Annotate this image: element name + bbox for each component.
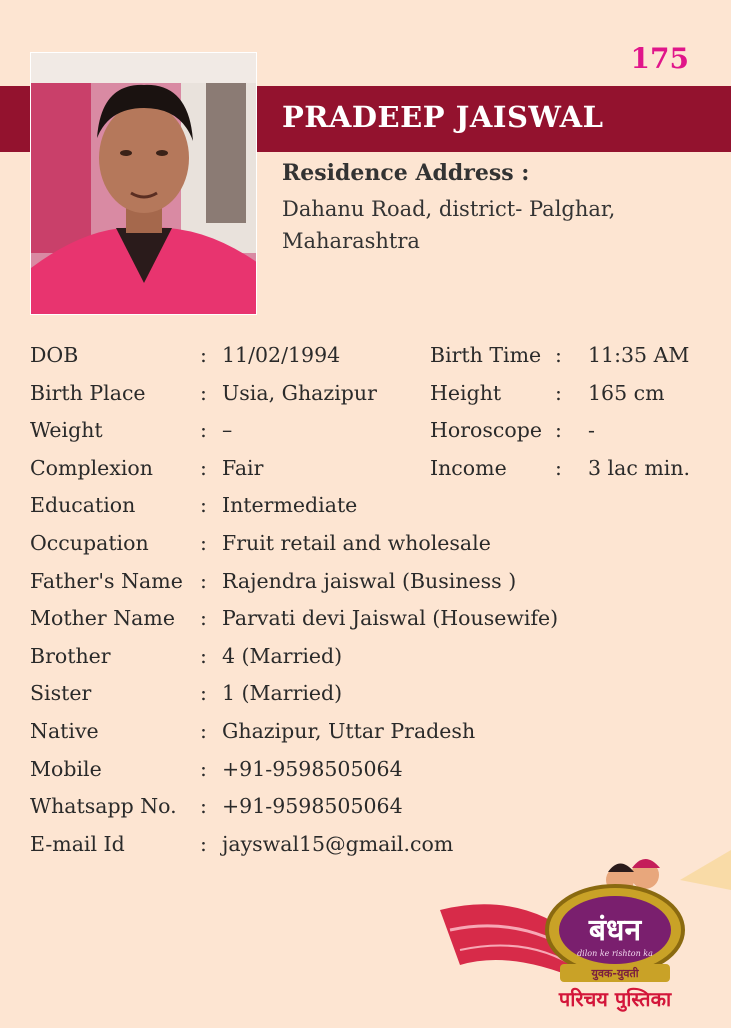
detail-row-sister bbox=[30, 678, 710, 716]
detail-label: E-mail Id bbox=[30, 831, 125, 856]
logo-tagline: dilon ke rishton ka bbox=[577, 949, 653, 958]
colon: : bbox=[200, 380, 207, 405]
detail-row-native bbox=[30, 716, 710, 754]
bandhan-logo-graphic bbox=[440, 850, 731, 1024]
detail-value: +91-9598505064 bbox=[222, 794, 403, 819]
detail-value: Fair bbox=[222, 455, 264, 480]
detail-label: Height bbox=[430, 380, 502, 405]
detail-value: +91-9598505064 bbox=[222, 756, 403, 781]
bandhan-logo bbox=[440, 850, 731, 1024]
colon: : bbox=[200, 568, 207, 593]
address-line-1: Dahanu Road, district- Palghar, bbox=[282, 197, 616, 221]
detail-label: Income bbox=[430, 455, 507, 480]
detail-value: Fruit retail and wholesale bbox=[222, 530, 491, 555]
detail-label: Brother bbox=[30, 643, 111, 668]
detail-value: Parvati devi Jaiswal (Housewife) bbox=[222, 606, 559, 631]
detail-row-whatsapp bbox=[30, 791, 710, 829]
address-text bbox=[282, 193, 702, 257]
colon: : bbox=[200, 530, 207, 555]
colon: : bbox=[200, 681, 207, 706]
detail-row-mother bbox=[30, 603, 710, 641]
detail-label: Horoscope bbox=[430, 418, 542, 443]
detail-row-birth-place bbox=[30, 378, 710, 416]
detail-value: Intermediate bbox=[222, 493, 358, 518]
detail-label: Whatsapp No. bbox=[30, 794, 177, 819]
detail-value: – bbox=[222, 418, 233, 443]
detail-label: Mother Name bbox=[30, 606, 175, 631]
detail-label: Education bbox=[30, 493, 136, 518]
address-line-2: Maharashtra bbox=[282, 229, 420, 253]
detail-label: Native bbox=[30, 718, 99, 743]
detail-label: Sister bbox=[30, 681, 92, 706]
colon: : bbox=[200, 643, 207, 668]
detail-row-complexion bbox=[30, 453, 710, 491]
detail-row-education bbox=[30, 490, 710, 528]
logo-subtitle-2: परिचय पुस्तिका bbox=[558, 987, 672, 1011]
logo-subtitle-1: युवक-युवती bbox=[591, 967, 639, 980]
detail-row-dob bbox=[30, 340, 710, 378]
detail-value: - bbox=[588, 418, 595, 443]
detail-value: 3 lac min. bbox=[588, 455, 691, 480]
person-photo-illustration bbox=[31, 53, 257, 315]
detail-label: Weight bbox=[30, 418, 103, 443]
detail-value: 1 (Married) bbox=[222, 681, 343, 706]
detail-label: DOB bbox=[30, 343, 79, 367]
detail-value: 165 cm bbox=[588, 380, 665, 405]
detail-value: Usia, Ghazipur bbox=[222, 380, 377, 405]
profile-photo bbox=[30, 52, 257, 315]
detail-value: Ghazipur, Uttar Pradesh bbox=[222, 718, 476, 743]
detail-value: 11:35 AM bbox=[588, 343, 690, 367]
detail-row-mobile bbox=[30, 754, 710, 792]
colon: : bbox=[200, 418, 207, 443]
colon: : bbox=[200, 343, 207, 367]
colon: : bbox=[200, 756, 207, 781]
details-table bbox=[30, 340, 710, 866]
colon: : bbox=[555, 343, 562, 367]
detail-value: 11/02/1994 bbox=[222, 343, 341, 367]
colon: : bbox=[200, 794, 207, 819]
detail-row-weight bbox=[30, 415, 710, 453]
detail-label: Mobile bbox=[30, 756, 102, 781]
detail-label: Father's Name bbox=[30, 568, 183, 593]
page-number: 175 bbox=[630, 42, 689, 75]
colon: : bbox=[555, 455, 562, 480]
address-label: Residence Address : bbox=[282, 160, 530, 186]
colon: : bbox=[555, 418, 562, 443]
detail-row-father bbox=[30, 566, 710, 604]
colon: : bbox=[200, 831, 207, 856]
detail-label: Birth Place bbox=[30, 380, 146, 405]
colon: : bbox=[200, 718, 207, 743]
detail-label: Complexion bbox=[30, 455, 153, 480]
logo-title: बंधन bbox=[588, 913, 642, 948]
colon: : bbox=[555, 380, 562, 405]
detail-row-brother bbox=[30, 641, 710, 679]
detail-label: Birth Time bbox=[430, 343, 542, 367]
detail-row-occupation bbox=[30, 528, 710, 566]
profile-name: PRADEEP JAISWAL bbox=[282, 100, 604, 134]
detail-label: Occupation bbox=[30, 530, 149, 555]
detail-value: Rajendra jaiswal (Business ) bbox=[222, 568, 517, 593]
detail-value: jayswal15@gmail.com bbox=[222, 831, 454, 856]
colon: : bbox=[200, 493, 207, 518]
detail-value: 4 (Married) bbox=[222, 643, 343, 668]
colon: : bbox=[200, 606, 207, 631]
colon: : bbox=[200, 455, 207, 480]
